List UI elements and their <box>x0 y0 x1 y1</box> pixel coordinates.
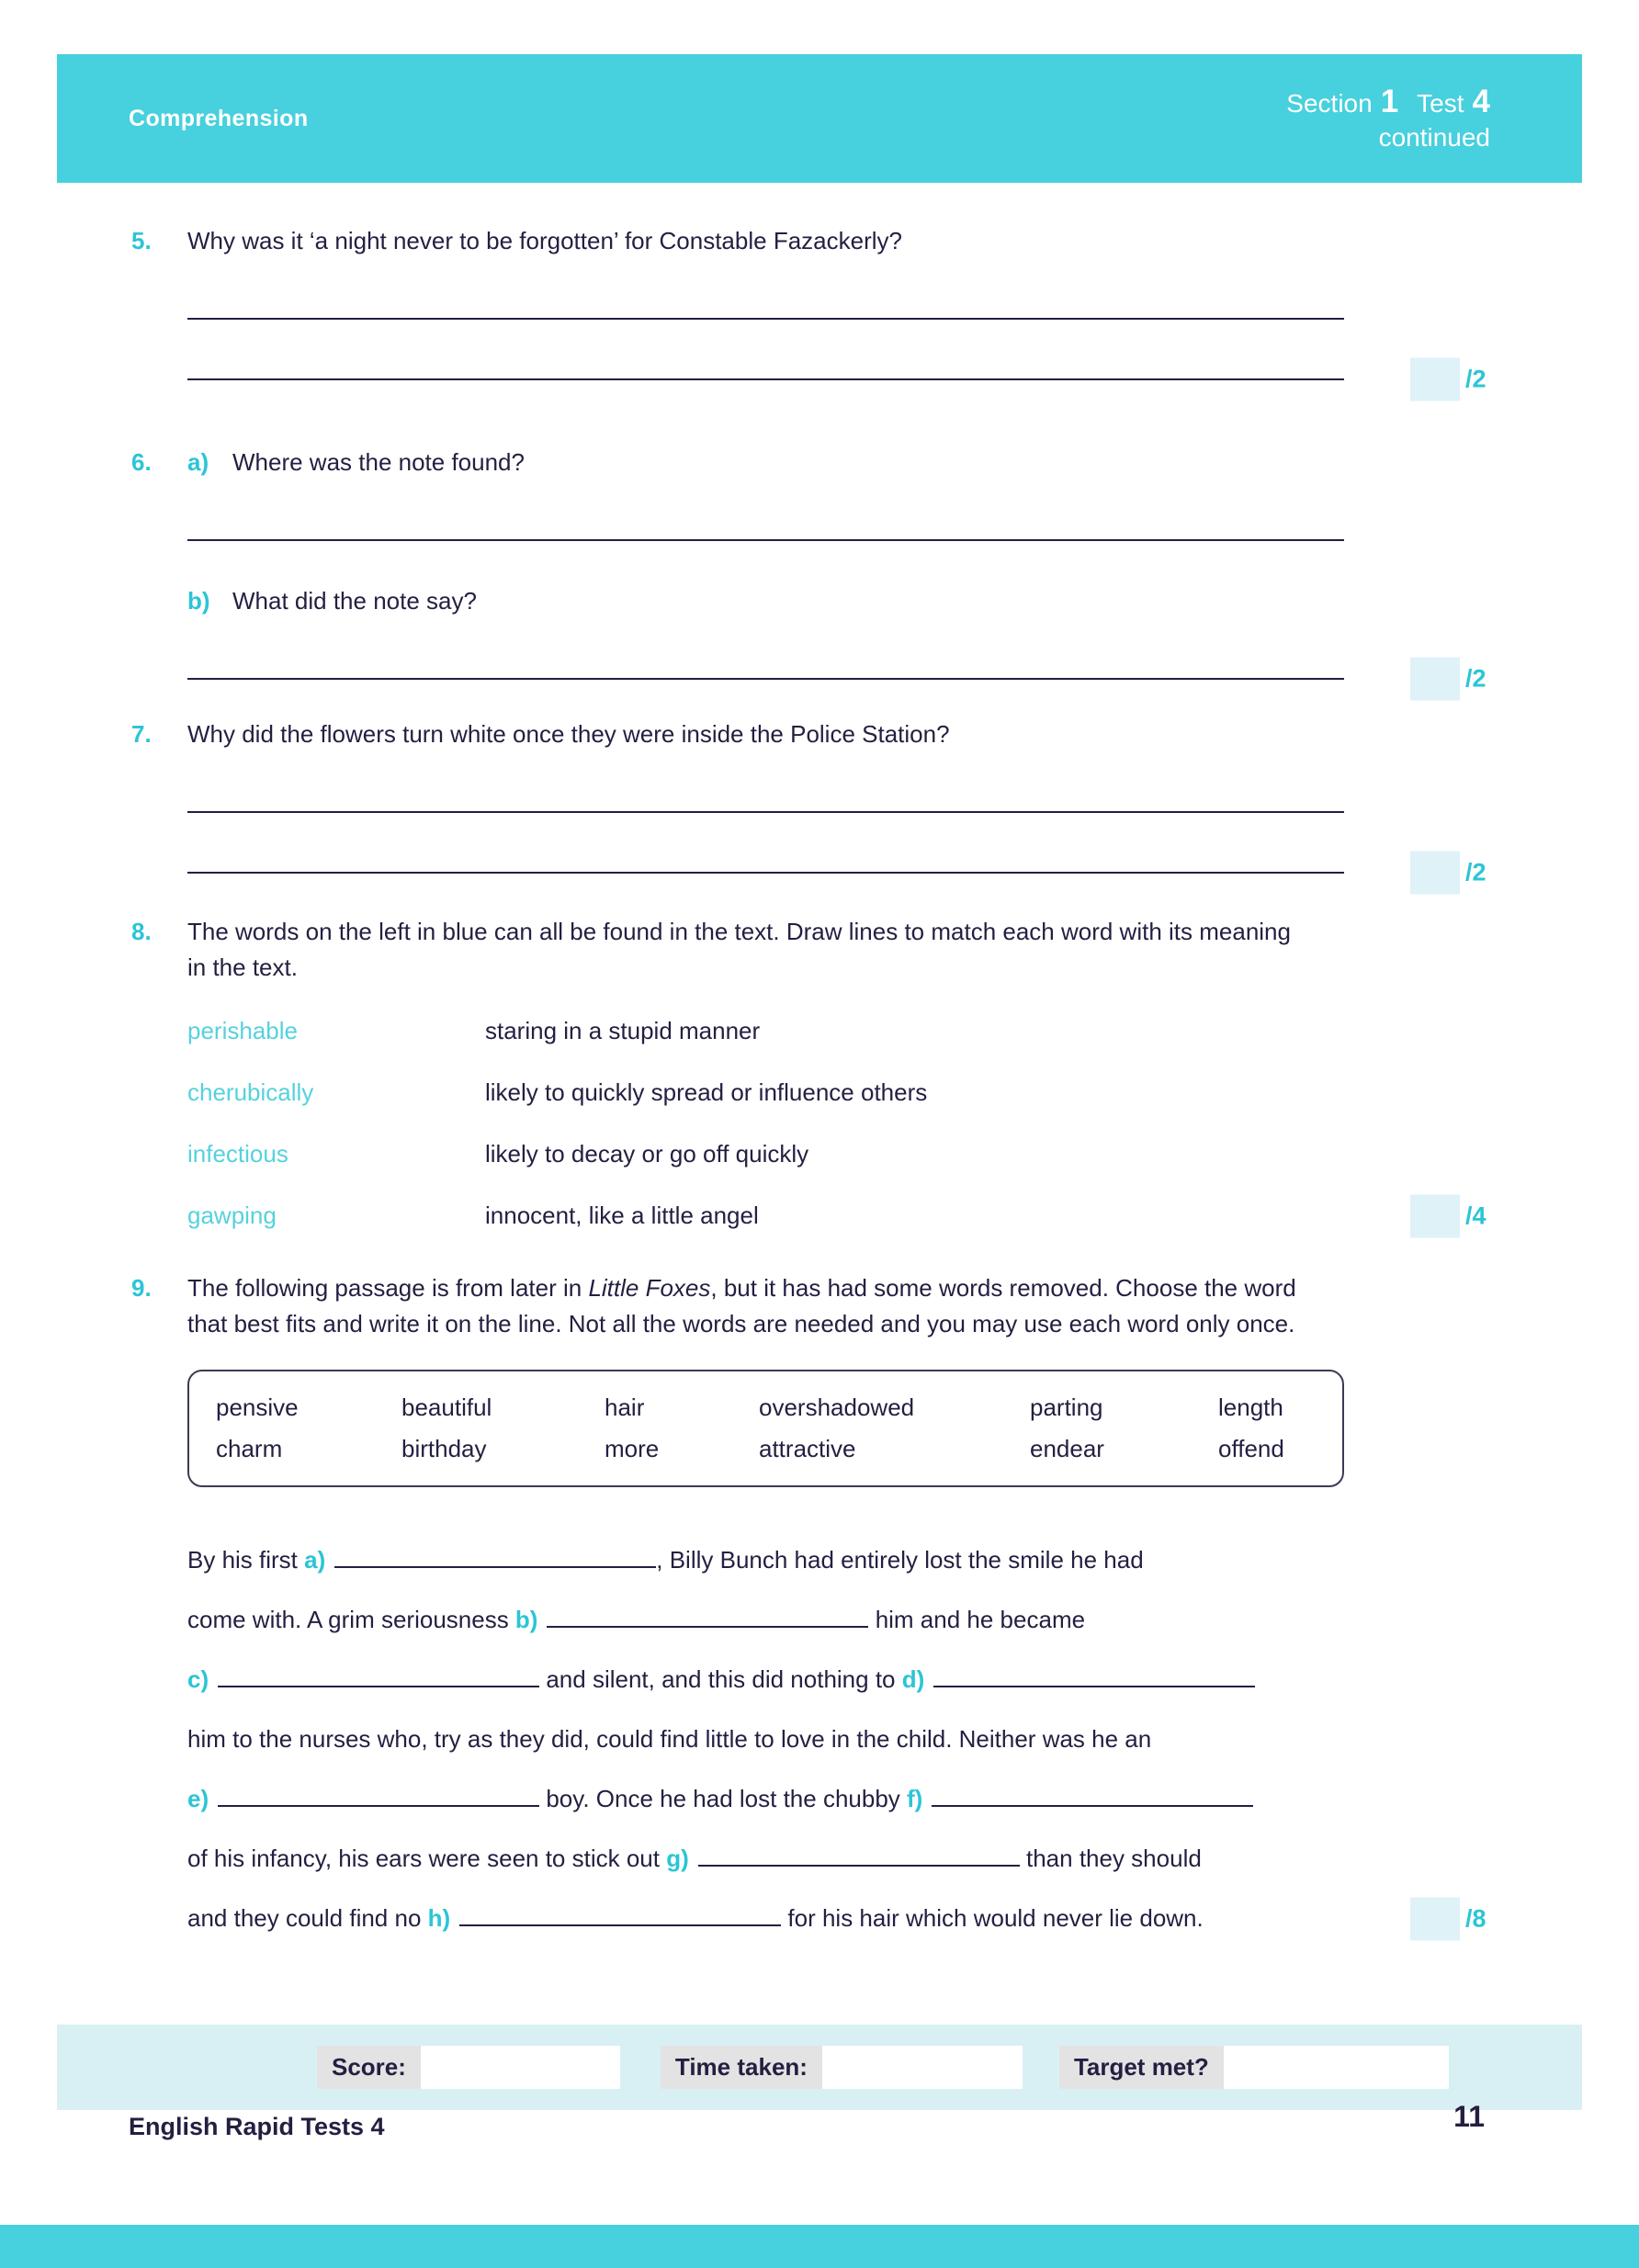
test-label: Test <box>1417 89 1464 118</box>
question-text: Why did the flowers turn white once they were inside the Police Station? <box>187 720 950 748</box>
question-text: What did the note say? <box>232 587 477 615</box>
questions-column <box>131 223 1486 1960</box>
score-entry-box[interactable] <box>1410 658 1460 701</box>
question-number: 9. <box>131 1274 152 1302</box>
q6b-answer-lines <box>187 664 1486 693</box>
blank-label: b) <box>514 1606 538 1633</box>
header-test-info <box>1286 84 1490 153</box>
match-meaning[interactable]: likely to quickly spread or influence others <box>485 1078 928 1106</box>
section-label: Section <box>1286 89 1373 118</box>
match-meaning[interactable]: likely to decay or go off quickly <box>485 1140 809 1168</box>
match-word[interactable]: gawping <box>187 1202 277 1229</box>
answer-line-row <box>187 858 1486 886</box>
answer-blank[interactable] <box>459 1924 781 1926</box>
section-number: 1 <box>1380 84 1399 119</box>
word-bank-word: pensive <box>216 1394 299 1421</box>
time-taken-input[interactable] <box>822 2046 1023 2089</box>
marks-value: /4 <box>1465 1202 1486 1229</box>
passage-text: and they could find no <box>187 1904 428 1932</box>
test-number: 4 <box>1472 84 1490 119</box>
marks-group <box>1410 1897 1486 1940</box>
answer-blank[interactable] <box>698 1865 1020 1867</box>
passage-text: , Billy Bunch had entirely lost the smile he had <box>656 1546 1144 1574</box>
intro-text: , but it has had some words removed. Choose the word that best fits and write it on the line. Not all the words are needed and you may use each word only once. <box>187 1274 1296 1337</box>
marks-group <box>1410 1194 1486 1237</box>
match-pair-row <box>187 1013 1344 1049</box>
question-text: Where was the note found? <box>232 448 525 476</box>
question-number: 8. <box>131 918 152 945</box>
question-7 <box>131 717 1486 886</box>
word-bank-word: offend <box>1218 1435 1284 1462</box>
question-body <box>187 1270 1486 1960</box>
word-bank-word: more <box>605 1435 660 1462</box>
target-met-input[interactable] <box>1224 2046 1449 2089</box>
page-number: 11 <box>1453 2100 1485 2133</box>
question-body <box>187 914 1486 1234</box>
answer-line-row <box>187 811 1344 813</box>
passage-line <box>187 1602 1344 1638</box>
passage-text: for his hair which would never lie down. <box>781 1904 1204 1932</box>
intro-text: The following passage is from later in <box>187 1274 589 1302</box>
passage-text: than they should <box>1019 1845 1202 1872</box>
question-number: 5. <box>131 227 152 254</box>
word-bank-word: birthday <box>401 1435 487 1462</box>
passage-text: and silent, and this did nothing to <box>539 1665 902 1693</box>
answer-line[interactable] <box>187 539 1344 541</box>
passage-line <box>187 1721 1344 1757</box>
time-taken-label: Time taken: <box>661 2046 822 2089</box>
marks-group <box>1410 852 1486 895</box>
answer-line[interactable] <box>187 318 1344 320</box>
time-taken-field <box>661 2046 1023 2089</box>
q6a-answer-lines <box>187 539 1344 541</box>
answer-line[interactable] <box>187 678 1344 680</box>
answer-line-row <box>187 365 1486 393</box>
word-bank-word: overshadowed <box>759 1394 915 1421</box>
marks-value: /2 <box>1465 365 1486 393</box>
q9-passage <box>187 1542 1486 1936</box>
part-label: b) <box>187 587 210 615</box>
answer-blank[interactable] <box>334 1566 656 1568</box>
marks-group <box>1410 658 1486 701</box>
answer-line[interactable] <box>187 872 1344 874</box>
question-5 <box>131 223 1486 393</box>
blank-label: g) <box>666 1845 689 1872</box>
passage-text: him and he became <box>868 1606 1086 1633</box>
passage-text: By his first <box>187 1546 305 1574</box>
passage-line <box>187 1542 1344 1578</box>
passage-line <box>187 1662 1344 1698</box>
answer-blank[interactable] <box>933 1686 1255 1687</box>
section-test-line <box>1286 84 1490 122</box>
question-8 <box>131 914 1486 1234</box>
question-body <box>187 717 1486 886</box>
word-bank-word: parting <box>1030 1394 1103 1421</box>
q5-answer-lines <box>187 318 1486 393</box>
header-comprehension-label: Comprehension <box>129 105 309 131</box>
match-word[interactable]: perishable <box>187 1017 298 1044</box>
marks-value: /2 <box>1465 664 1486 693</box>
marks-value: /8 <box>1465 1904 1486 1932</box>
match-pair-row <box>187 1136 1344 1172</box>
answer-line[interactable] <box>187 811 1344 813</box>
target-met-field <box>1059 2046 1449 2089</box>
score-entry-box[interactable] <box>1410 852 1460 895</box>
question-text: The words on the left in blue can all be found in the text. Draw lines to match each word with its meaning in the text. <box>187 918 1291 981</box>
score-label: Score: <box>317 2046 421 2089</box>
blank-label: a) <box>304 1546 326 1574</box>
question-number: 6. <box>131 448 152 476</box>
answer-line[interactable] <box>187 378 1344 380</box>
passage-text: of his infancy, his ears were seen to stick out <box>187 1845 667 1872</box>
score-entry-box[interactable] <box>1410 1194 1460 1237</box>
question-body <box>187 445 1486 693</box>
word-bank <box>187 1370 1344 1487</box>
question-number: 7. <box>131 720 152 748</box>
question-6 <box>131 445 1486 693</box>
word-bank-word: attractive <box>759 1435 856 1462</box>
passage-text: come with. A grim seriousness <box>187 1606 515 1633</box>
blank-label: c) <box>187 1665 209 1693</box>
question-text: Why was it ‘a night never to be forgotten’ for Constable Fazackerly? <box>187 227 902 254</box>
match-meaning[interactable]: innocent, like a little angel <box>485 1202 759 1229</box>
question-part-b <box>187 583 1344 619</box>
passage-line <box>187 1781 1344 1817</box>
match-meaning[interactable]: staring in a stupid manner <box>485 1017 761 1044</box>
answer-blank[interactable] <box>932 1805 1253 1807</box>
blank-label: e) <box>187 1785 209 1812</box>
question-part-a <box>187 445 1344 480</box>
passage-line <box>187 1901 1486 1936</box>
match-pair-row <box>187 1198 1486 1234</box>
page-header <box>57 54 1582 183</box>
match-word[interactable]: infectious <box>187 1140 288 1168</box>
word-bank-word: charm <box>216 1435 283 1462</box>
word-bank-word: beautiful <box>401 1394 492 1421</box>
answer-line-row <box>187 318 1344 320</box>
q8-pairs <box>187 1013 1486 1234</box>
score-entry-box[interactable] <box>1410 1897 1460 1940</box>
blank-label: d) <box>901 1665 925 1693</box>
word-bank-word: endear <box>1030 1435 1104 1462</box>
question-9 <box>131 1270 1486 1960</box>
blank-label: h) <box>427 1904 451 1932</box>
part-label: a) <box>187 448 209 476</box>
passage-text: boy. Once he had lost the chubby <box>539 1785 908 1812</box>
bottom-strip <box>0 2225 1639 2268</box>
question-body <box>187 223 1486 393</box>
passage-line <box>187 1841 1344 1877</box>
marks-group <box>1410 358 1486 401</box>
word-bank-word: length <box>1218 1394 1283 1421</box>
score-input[interactable] <box>421 2046 620 2089</box>
answer-blank[interactable] <box>218 1686 539 1687</box>
answer-blank[interactable] <box>547 1626 868 1628</box>
book-title: English Rapid Tests 4 <box>129 2113 385 2140</box>
score-field <box>317 2046 620 2089</box>
answer-blank[interactable] <box>218 1805 539 1807</box>
score-band <box>57 2025 1582 2110</box>
blank-label: f) <box>907 1785 923 1812</box>
match-word[interactable]: cherubically <box>187 1078 314 1106</box>
question-text <box>187 1270 1308 1342</box>
word-bank-word: hair <box>605 1394 645 1421</box>
target-met-label: Target met? <box>1059 2046 1224 2089</box>
passage-text: him to the nurses who, try as they did, could find little to love in the child. Neither was he an <box>187 1725 1152 1753</box>
continued-label: continued <box>1378 123 1490 152</box>
score-entry-box[interactable] <box>1410 358 1460 401</box>
match-pair-row <box>187 1075 1344 1111</box>
q7-answer-lines <box>187 811 1486 886</box>
answer-line-row <box>187 664 1486 693</box>
answer-line-row <box>187 539 1344 541</box>
book-name-italic: Little Foxes <box>588 1274 711 1302</box>
marks-value: /2 <box>1465 858 1486 886</box>
